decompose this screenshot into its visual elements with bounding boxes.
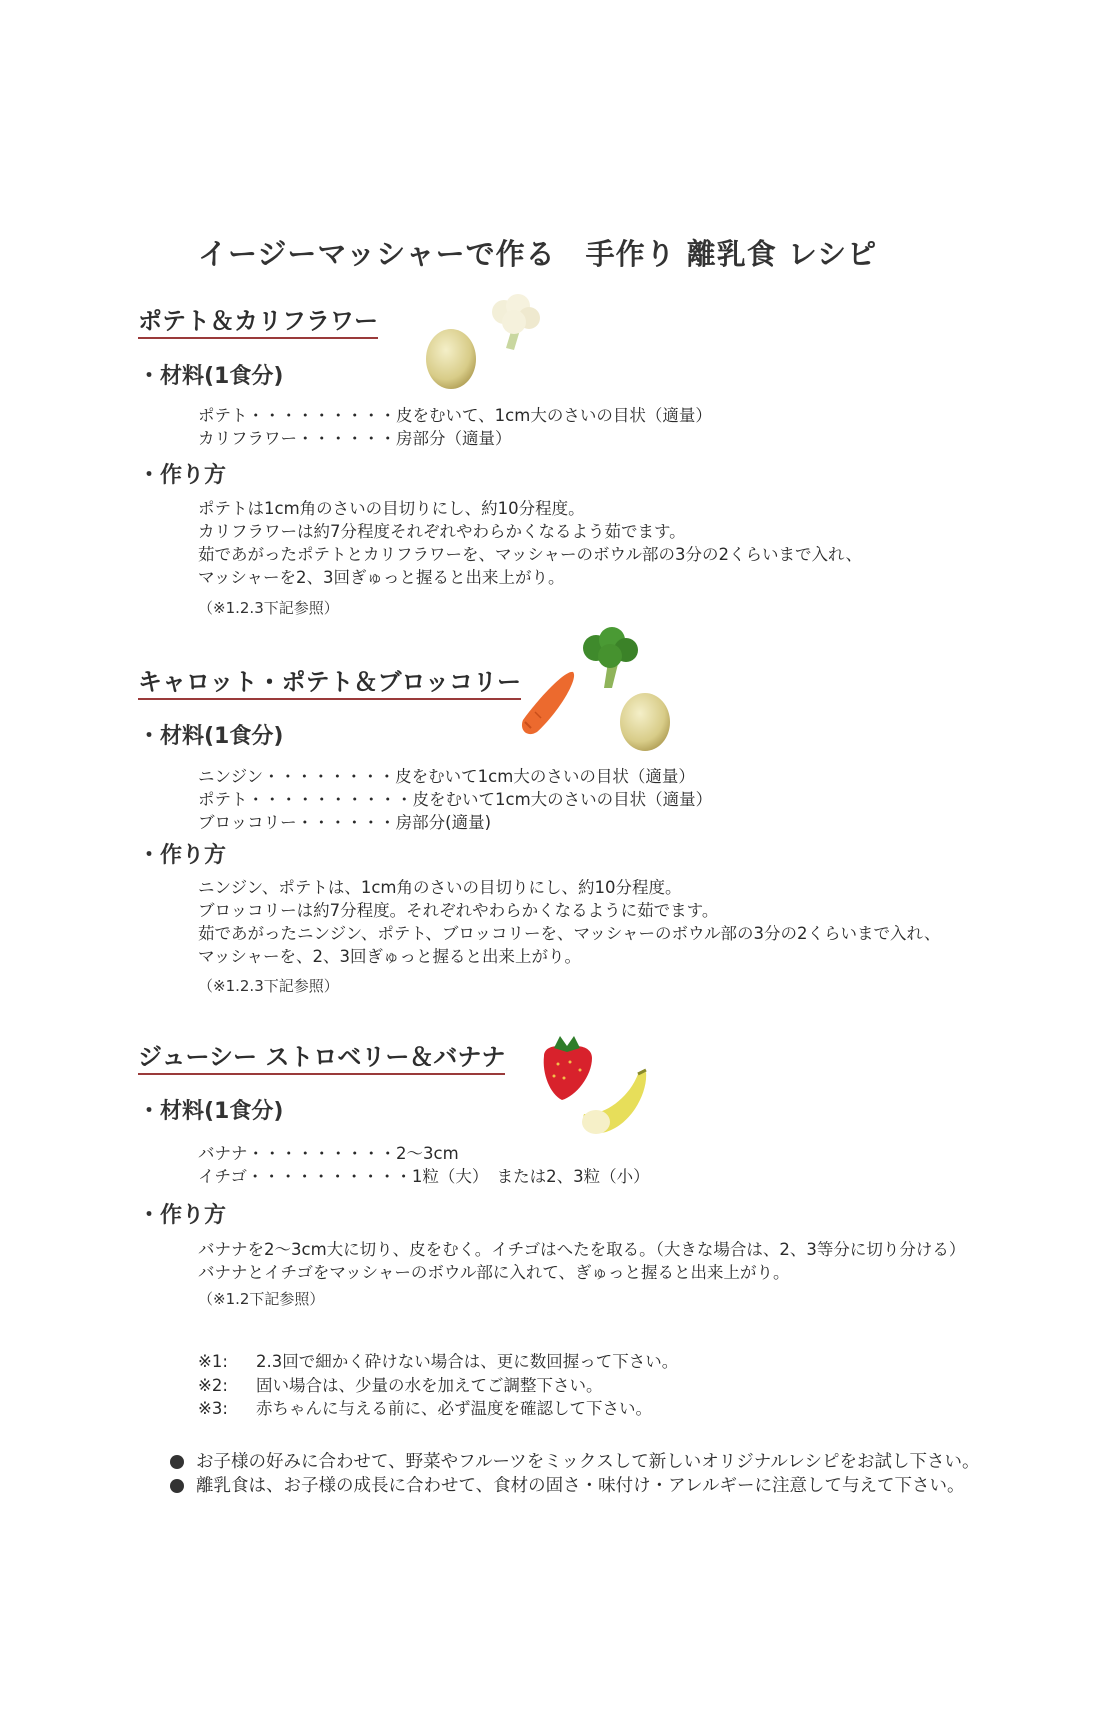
recipe-1-note: （※1.2.3下記参照） (198, 599, 339, 617)
broccoli-icon (578, 626, 644, 692)
recipe-1-ingredients (198, 404, 712, 450)
ingredient-line: ポテト・・・・・・・・・・皮をむいて1cm大のさいの目状（適量） (198, 790, 713, 809)
recipe-2-method-heading: ・作り方 (138, 843, 227, 868)
recipe-2-ingredients (198, 765, 712, 834)
recipe-2-method (198, 876, 941, 968)
footnote-row (198, 1350, 678, 1374)
recipe-3-method-heading: ・作り方 (138, 1203, 227, 1228)
ingredient-line: カリフラワー・・・・・・房部分（適量） (198, 429, 512, 448)
footnote-mark: ※1: (198, 1352, 228, 1371)
footnote-row (198, 1374, 678, 1398)
method-line: ニンジン、ポテトは、1cm角のさいの目切りにし、約10分程度。 (198, 878, 682, 897)
bullet-dot-icon (170, 1455, 184, 1469)
recipe-1-method (198, 497, 862, 589)
cauliflower-icon (484, 292, 546, 354)
recipe-1-title: ポテト＆カリフラワー (138, 306, 378, 339)
recipe-2-ingredients-heading: ・材料(1食分) (138, 724, 284, 749)
tip-item (170, 1450, 979, 1474)
recipe-2-title: キャロット・ポテト＆ブロッコリー (138, 667, 521, 700)
method-line: マッシャーを2、3回ぎゅっと握ると出来上がり。 (198, 568, 565, 587)
ingredient-line: ニンジン・・・・・・・・皮をむいて1cm大のさいの目状（適量） (198, 767, 695, 786)
recipe-1-ingredients-heading: ・材料(1食分) (138, 364, 284, 389)
tip-item (170, 1474, 979, 1498)
tip-text: お子様の好みに合わせて、野菜やフルーツをミックスして新しいオリジナルレシピをお試し下さい。 (196, 1452, 980, 1472)
footnote-text: 2.3回で細かく砕けない場合は、更に数回握って下さい。 (256, 1352, 679, 1371)
tip-text: 離乳食は、お子様の成長に合わせて、食材の固さ・味付け・アレルギーに注意して与えて下さい。 (196, 1476, 965, 1496)
recipe-1-method-heading: ・作り方 (138, 463, 227, 488)
method-line: カリフラワーは約7分程度それぞれやわらかくなるよう茹でます。 (198, 522, 686, 541)
recipe-2-note: （※1.2.3下記参照） (198, 977, 339, 995)
footnotes (198, 1350, 678, 1421)
method-line: バナナとイチゴをマッシャーのボウル部に入れて、ぎゅっと握ると出来上がり。 (198, 1263, 790, 1282)
ingredient-line: バナナ・・・・・・・・・2〜3cm (198, 1144, 459, 1163)
method-line: バナナを2〜3cm大に切り、皮をむく。イチゴはへたを取る。（大きな場合は、2、3等分に切り分ける） (198, 1240, 966, 1259)
ingredient-line: ブロッコリー・・・・・・房部分(適量) (198, 813, 492, 832)
footnote-row (198, 1397, 678, 1421)
method-line: 茹であがったニンジン、ポテト、ブロッコリーを、マッシャーのボウル部の3分の2くらいまで入れ、 (198, 924, 941, 943)
footnote-text: 固い場合は、少量の水を加えてご調整下さい。 (256, 1375, 603, 1395)
footnote-mark: ※3: (198, 1399, 228, 1418)
carrot-icon (515, 668, 581, 738)
recipe-3-ingredients-heading: ・材料(1食分) (138, 1099, 284, 1124)
tips-list (170, 1450, 979, 1498)
potato-icon (420, 326, 482, 392)
method-line: ブロッコリーは約7分程度。それぞれやわらかくなるように茹でます。 (198, 901, 719, 920)
method-line: 茹であがったポテトとカリフラワーを、マッシャーのボウル部の3分の2くらいまで入れ、 (198, 545, 863, 564)
ingredient-line: イチゴ・・・・・・・・・・1粒（大） または2、3粒（小） (198, 1167, 650, 1186)
footnote-mark: ※2: (198, 1375, 228, 1395)
recipe-3-title: ジューシー ストロベリー＆バナナ (138, 1042, 505, 1075)
recipe-3-method (198, 1238, 965, 1284)
page-title: イージーマッシャーで作る 手作り 離乳食 レシピ (198, 237, 878, 271)
potato-icon (616, 690, 674, 754)
banana-icon (576, 1068, 650, 1138)
recipe-3-note: （※1.2下記参照） (198, 1290, 325, 1308)
recipe-3-ingredients (198, 1142, 650, 1188)
method-line: ポテトは1cm角のさいの目切りにし、約10分程度。 (198, 499, 585, 518)
footnote-text: 赤ちゃんに与える前に、必ず温度を確認して下さい。 (256, 1399, 652, 1418)
method-line: マッシャーを、2、3回ぎゅっと握ると出来上がり。 (198, 947, 582, 966)
ingredient-line: ポテト・・・・・・・・・皮をむいて、1cm大のさいの目状（適量） (198, 406, 712, 425)
bullet-dot-icon (170, 1479, 184, 1493)
